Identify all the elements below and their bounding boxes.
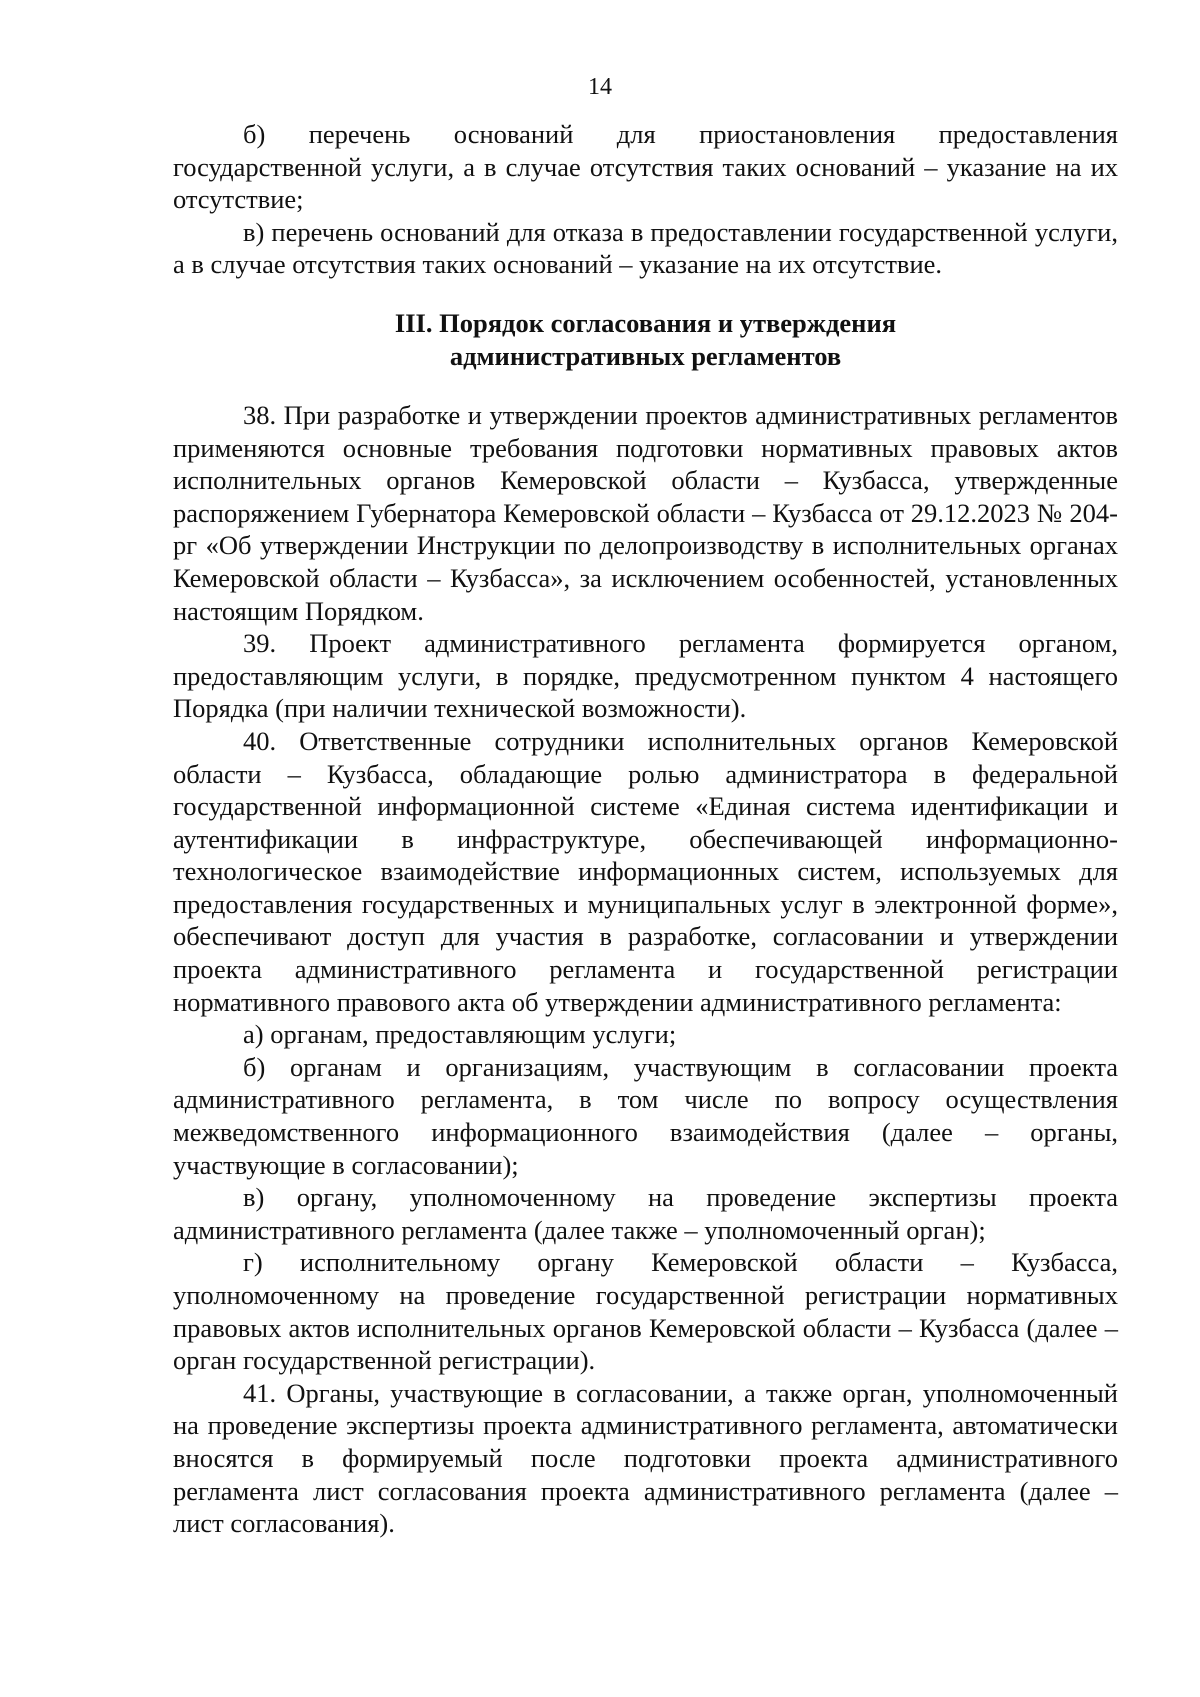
paragraph-40-g: г) исполнительному органу Кемеровской области – Кузбасса, уполномоченному на проведение государственной регистрации нормативных правовых актов исполнительных органов Кемеровской области – Кузбасса (далее – орган государственной регистрации).	[173, 1247, 1118, 1376]
document-body	[173, 118, 1118, 1540]
section-heading-line-1: III. Порядок согласования и утверждения	[394, 307, 897, 338]
paragraph-40-v: в) органу, уполномоченному на проведение экспертизы проекта административного регламента (далее также – уполномоченный орган);	[173, 1182, 1118, 1245]
paragraph-40-b: б) органам и организациям, участвующим в согласовании проекта административного регламента, в том числе по вопросу осуществления межведомственного информационного взаимодействия (далее – органы, участвующие в согласовании);	[173, 1051, 1118, 1180]
paragraph-38: 38. При разработке и утверждении проектов административных регламентов применяются основные требования подготовки нормативных правовых актов исполнительных органов Кемеровской области – Кузбасса, утвержденные распоряжением Губернатора Кемеровской области – Кузбасса от 29.12.2023 № 204-рг «Об утверждении Инструкции по делопроизводству в исполнительных органах Кемеровской области – Кузбасса», за исключением особенностей, установленных настоящим Порядком.	[173, 399, 1118, 626]
paragraph-39: 39. Проект административного регламента формируется органом, предоставляющим услуги, в порядке, предусмотренном пунктом 4 настоящего Порядка (при наличии технической возможности).	[173, 628, 1118, 724]
paragraph-b-suspension: б) перечень оснований для приостановления предоставления государственной услуги, а в случае отсутствия таких оснований – указание на их отсутствие;	[173, 119, 1118, 215]
page-number: 14	[588, 74, 612, 100]
paragraph-v-refusal: в) перечень оснований для отказа в предоставлении государственной услуги, а в случае отсутствия таких оснований – указание на их отсутствие.	[173, 216, 1118, 280]
paragraph-41: 41. Органы, участвующие в согласовании, а также орган, уполномоченный на проведение экспертизы проекта административного регламента, автоматически вносятся в формируемый после подготовки проекта административного регламента лист согласования проекта административного регламента (далее – лист согласования).	[173, 1377, 1118, 1539]
paragraph-40: 40. Ответственные сотрудники исполнительных органов Кемеровской области – Кузбасса, обладающие ролью администратора в федеральной государственной информационной системе «Единая система идентификации и аутентификации в инфраструктуре, обеспечивающей информационно-технологическое взаимодействие информационных систем, используемых для предоставления государственных и муниципальных услуг в электронной форме», обеспечивают доступ для участия в разработке, согласовании и утверждении проекта административного регламента и государственной регистрации нормативного правового акта об утверждении административного регламента:	[173, 725, 1118, 1017]
section-heading-line-2: административных регламентов	[449, 340, 842, 371]
paragraph-40-a: а) органам, предоставляющим услуги;	[243, 1019, 677, 1050]
section-heading	[173, 307, 1118, 373]
